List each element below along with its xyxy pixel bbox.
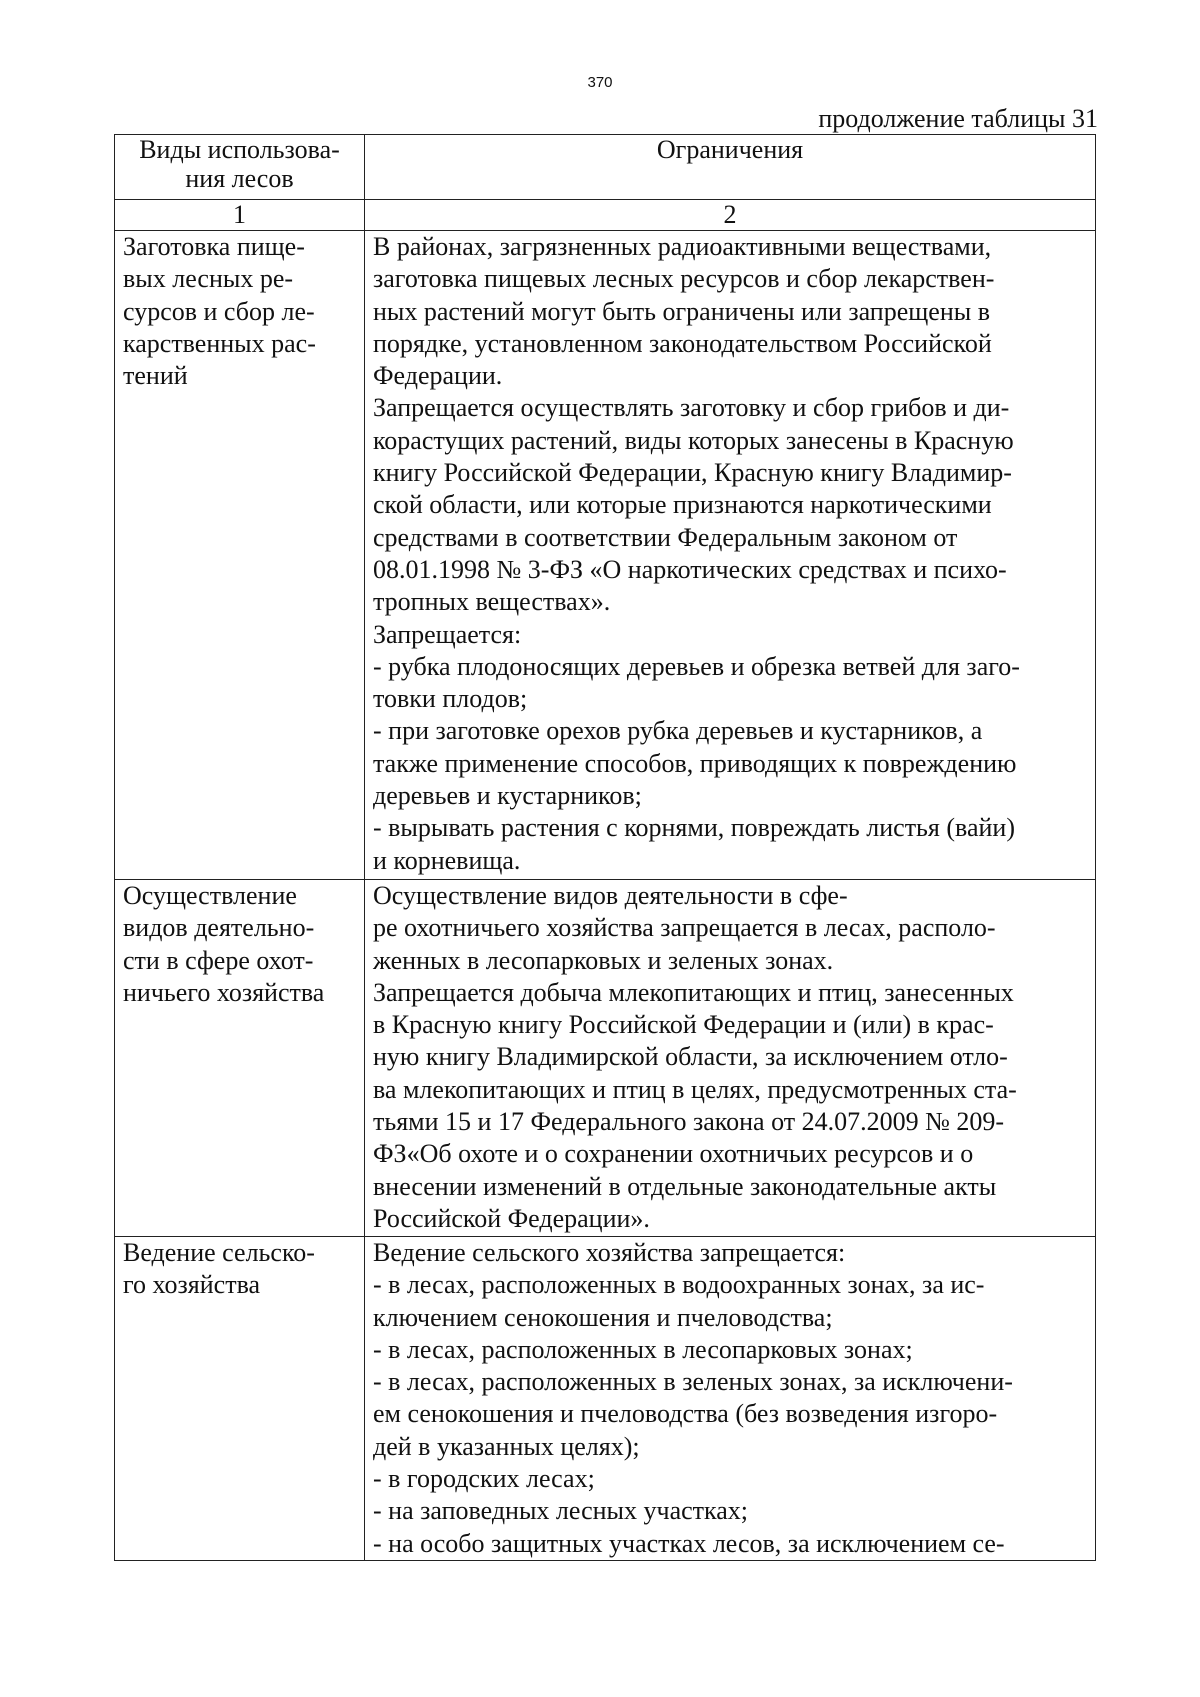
- restriction-paragraph: - вырывать растения с корнями, повреждать листья (вайи) и корневища.: [373, 813, 1015, 875]
- restriction-paragraph: Запрещается осуществлять заготовку и сбор грибов и ди- корастущих растений, виды которых занесены в Красную книгу Российской Федерации, Красную книгу Владимир- ской области, или которые признаются наркотическими средствами в соответствии Федеральным законом от 08.01.1998 № 3-ФЗ «О наркотических средствах и психо- тропных веществах».: [373, 393, 1014, 617]
- header-restrictions: [365, 135, 1096, 200]
- forest-use-kind: Осуществление видов деятельно- сти в сфере охот- ничьего хозяйства: [123, 881, 325, 1007]
- restriction-paragraph: - в городских лесах;: [373, 1464, 595, 1494]
- restrictions-cell: [365, 231, 1096, 880]
- table-header-row: [115, 135, 1096, 200]
- header-restrictions-text: Ограничения: [656, 135, 804, 164]
- restriction-paragraph: В районах, загрязненных радиоактивными веществами, заготовка пищевых лесных ресурсов и сбор лекарствен- ных растений могут быть ограничены или запрещены в порядке, установленном законодательством Российской Федерации.: [373, 232, 995, 391]
- restriction-paragraph: - на особо защитных участках лесов, за исключением се-: [373, 1528, 1005, 1558]
- column-number-row: [115, 200, 1096, 231]
- restriction-paragraph: - в лесах, расположенных в лесопарковых зонах;: [373, 1334, 913, 1364]
- column-number-1: 1: [115, 200, 365, 231]
- restriction-paragraph: - на заповедных лесных участках;: [373, 1496, 749, 1526]
- restriction-paragraph: - рубка плодоносящих деревьев и обрезка ветвей для заго- товки плодов;: [373, 651, 1020, 714]
- forest-use-kind: Ведение сельско- го хозяйства: [123, 1238, 315, 1300]
- restrictions-cell: [365, 1237, 1096, 1561]
- restriction-paragraph: - в лесах, расположенных в зеленых зонах, за исключени- ем сенокошения и пчеловодства (без возведения изгоро- дей в указанных целях);: [373, 1367, 1013, 1461]
- header-forest-use-types: [115, 135, 365, 200]
- restriction-paragraph: Запрещается:: [373, 619, 522, 649]
- restriction-paragraph: Ведение сельского хозяйства запрещается:: [373, 1238, 846, 1267]
- page-number: 370: [587, 74, 613, 91]
- restriction-paragraph: - при заготовке орехов рубка деревьев и кустарников, а также применение способов, приводящих к повреждению деревьев и кустарников;: [373, 716, 1017, 811]
- forest-use-kind: Заготовка пище- вых лесных ре- сурсов и сбор ле- карственных рас- тений: [123, 232, 316, 391]
- table-row: [115, 1237, 1096, 1561]
- forest-use-kind-cell: [115, 231, 365, 880]
- header-forest-use-types-text: Виды использова- ния лесов: [139, 135, 340, 193]
- restrictions-table: [114, 134, 1096, 1561]
- forest-use-kind-cell: [115, 880, 365, 1237]
- column-number-2: 2: [365, 200, 1096, 231]
- forest-use-kind-cell: [115, 1237, 365, 1561]
- restrictions-cell: [365, 880, 1096, 1237]
- table-row: [115, 880, 1096, 1237]
- table-continuation-caption: продолжение таблицы 31: [818, 104, 1098, 133]
- restriction-paragraph: - в лесах, расположенных в водоохранных зонах, за ис- ключением сенокошения и пчеловодства;: [373, 1270, 985, 1332]
- restriction-paragraph: Запрещается добыча млекопитающих и птиц, занесенных в Красную книгу Российской Федерации и (или) в крас- ную книгу Владимирской области, за исключением отло- ва млекопитающих и птиц в целях, предусмотренных ста- тьями 15 и 17 Федерального закона от 24.07.2009 № 209- ФЗ«Об охоте и о сохранении охотничьих ресурсов и о внесении изменений в отдельные законодательные акты Российской Федерации».: [373, 977, 1017, 1233]
- table-row: [115, 231, 1096, 880]
- restriction-paragraph: Осуществление видов деятельности в сфе- ре охотничьего хозяйства запрещается в лесах, располо- женных в лесопарковых и зеленых зонах.: [373, 881, 996, 975]
